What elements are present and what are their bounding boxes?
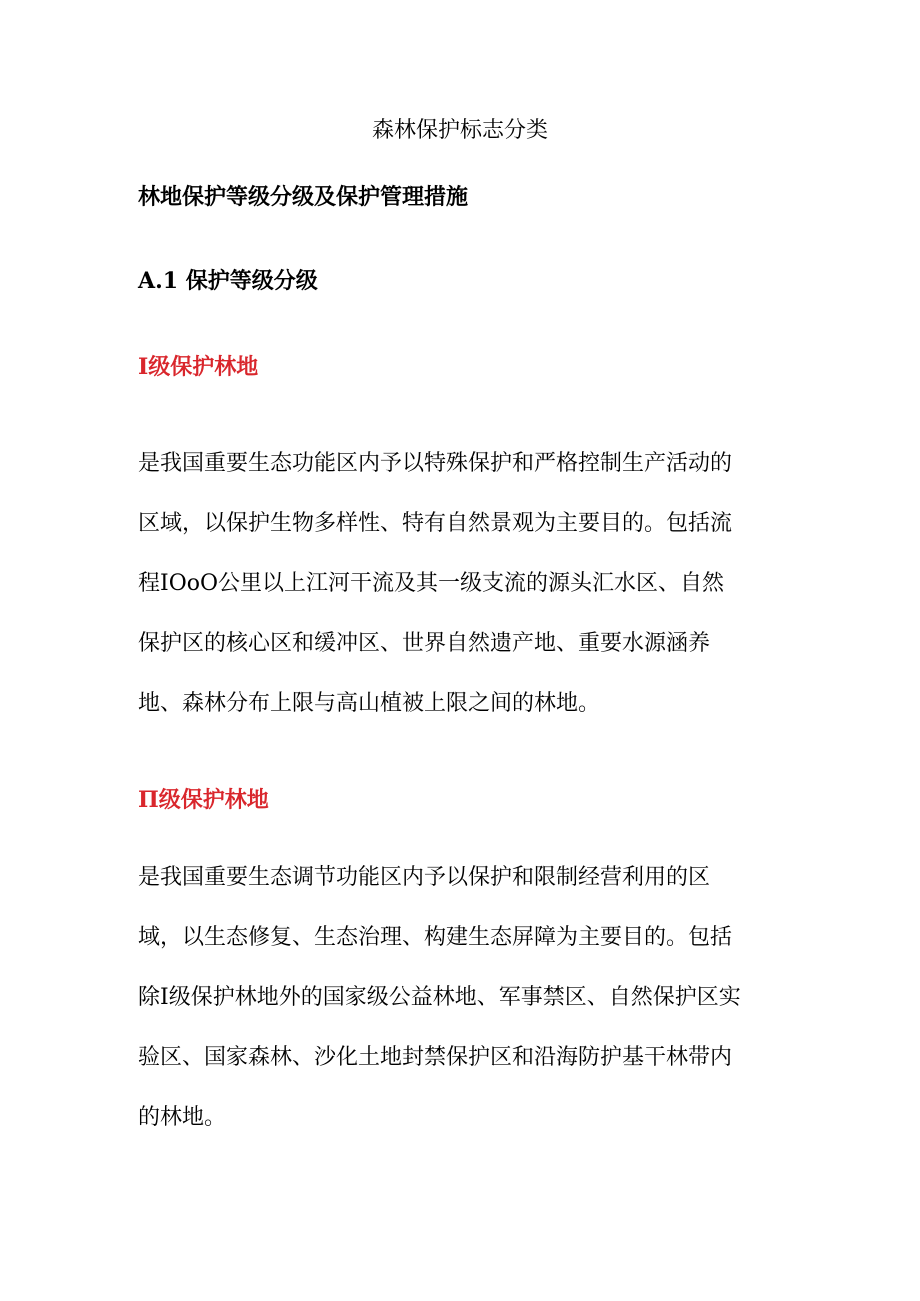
paragraph-line: 保护区的核心区和缓冲区、世界自然遗产地、重要水源涵养 <box>138 631 711 656</box>
paragraph-line: 的林地。 <box>138 1105 227 1130</box>
document-title: 森林保护标志分类 <box>371 118 548 143</box>
paragraph-line: 地、森林分布上限与高山植被上限之间的林地。 <box>138 691 601 716</box>
level-1-heading: I级保护林地 <box>138 354 259 380</box>
paragraph-line: 除I级保护林地外的国家级公益林地、军事禁区、自然保护区实 <box>138 985 741 1010</box>
section-heading: 林地保护等级分级及保护管理措施 <box>138 184 469 210</box>
level-1-paragraph <box>138 449 798 749</box>
level-2-heading: Π级保护林地 <box>138 787 269 813</box>
subsection-heading: A.1 保护等级分级 <box>138 268 318 294</box>
paragraph-line: 是我国重要生态调节功能区内予以保护和限制经营利用的区 <box>138 865 711 890</box>
paragraph-line: 程IOoO公里以上江河干流及其一级支流的源头汇水区、自然 <box>138 571 725 596</box>
level-2-paragraph <box>138 863 798 1163</box>
paragraph-line: 验区、国家森林、沙化土地封禁保护区和沿海防护基干林带内 <box>138 1045 733 1070</box>
paragraph-line: 域，以生态修复、生态治理、构建生态屏障为主要目的。包括 <box>138 925 733 950</box>
paragraph-line: 是我国重要生态功能区内予以特殊保护和严格控制生产活动的 <box>138 451 733 476</box>
paragraph-line: 区域，以保护生物多样性、特有自然景观为主要目的。包括流 <box>138 511 733 536</box>
